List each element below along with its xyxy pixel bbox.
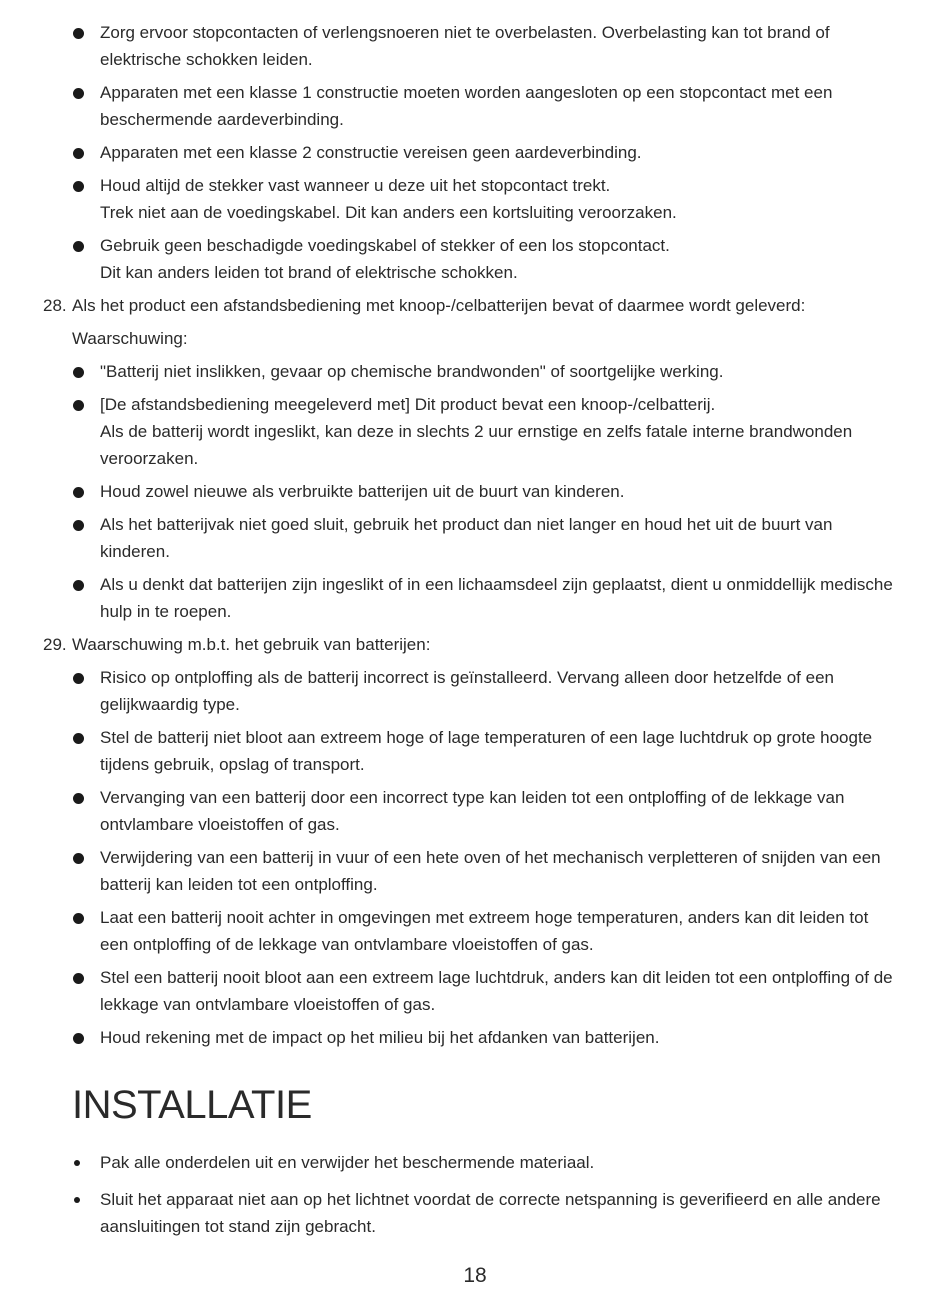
list-item-text: Als u denkt dat batterijen zijn ingeslikt of in een lichaamsdeel zijn geplaatst, dient u onmiddellijk medische hulp in te roepen.: [100, 575, 893, 621]
list-item: [0, 784, 950, 838]
list-item: [0, 139, 950, 166]
list-item: [0, 19, 950, 73]
list-item-text: Houd rekening met de impact op het milieu bij het afdanken van batterijen.: [100, 1028, 660, 1047]
bullet-icon: [73, 88, 84, 99]
bullet-icon: [73, 1033, 84, 1044]
list-item-text: Houd zowel nieuwe als verbruikte batterijen uit de buurt van kinderen.: [100, 482, 625, 501]
list-item-text: "Batterij niet inslikken, gevaar op chemische brandwonden" of soortgelijke werking.: [100, 362, 724, 381]
list-item: [0, 79, 950, 133]
list-item-text: [De afstandsbediening meegeleverd met] Dit product bevat een knoop-/celbatterij.: [100, 395, 716, 414]
bullet-icon: [73, 580, 84, 591]
list-item-text: Laat een batterij nooit achter in omgevingen met extreem hoge temperaturen, anders kan dit leiden tot een ontploffing of de lekkage van ontvlambare vloeistoffen of gas.: [100, 908, 869, 954]
list-item-text: Pak alle onderdelen uit en verwijder het beschermende materiaal.: [100, 1153, 595, 1172]
list-item-text: Stel een batterij nooit bloot aan een extreem lage luchtdruk, anders kan dit leiden tot een ontploffing of de lekkage van ontvlambare vloeistoffen of gas.: [100, 968, 893, 1014]
list-item: [0, 664, 950, 718]
bullet-icon: [73, 973, 84, 984]
list-item: [0, 964, 950, 1018]
list-item: [0, 1024, 950, 1051]
list-item-text: Vervanging van een batterij door een incorrect type kan leiden tot een ontploffing of de lekkage van ontvlambare vloeistoffen of gas.: [100, 788, 845, 834]
list-item-continuation: Als de batterij wordt ingeslikt, kan deze in slechts 2 uur ernstige en zelfs fatale interne brandwonden veroorzaken.: [100, 422, 853, 468]
list-item-text: Stel de batterij niet bloot aan extreem hoge of lage temperaturen of een lage luchtdruk op grote hoogte tijdens gebruik, opslag of transport.: [100, 728, 873, 774]
bullet-icon: [73, 793, 84, 804]
bullet-icon: [73, 181, 84, 192]
list-item: [0, 358, 950, 385]
list-item-continuation: Trek niet aan de voedingskabel. Dit kan anders een kortsluiting veroorzaken.: [100, 203, 677, 222]
list-item-continuation: Dit kan anders leiden tot brand of elektrische schokken.: [100, 263, 518, 282]
list-item-text: Sluit het apparaat niet aan op het lichtnet voordat de correcte netspanning is geverifieerd en alle andere aansluitingen tot stand zijn gebracht.: [100, 1190, 881, 1236]
section-heading: INSTALLATIE: [72, 1083, 312, 1127]
numbered-item-28: [0, 292, 950, 319]
bullet-icon: [73, 853, 84, 864]
list-item-text: Risico op ontploffing als de batterij incorrect is geïnstalleerd. Vervang alleen door hetzelfde of een gelijkwaardig type.: [100, 668, 834, 714]
list-item-text: Zorg ervoor stopcontacten of verlengsnoeren niet te overbelasten. Overbelasting kan tot brand of elektrische schokken leiden.: [100, 23, 830, 69]
bullet-icon: [73, 241, 84, 252]
bullet-icon: [74, 1160, 80, 1166]
bullet-icon: [73, 28, 84, 39]
bullet-icon: [73, 367, 84, 378]
list-item: [0, 172, 950, 199]
bullet-icon: [73, 733, 84, 744]
bullet-icon: [73, 673, 84, 684]
bullet-icon: [73, 487, 84, 498]
list-item: [0, 724, 950, 778]
numbered-item-text: Waarschuwing m.b.t. het gebruik van batterijen:: [72, 635, 431, 654]
page-content: [0, 19, 950, 1250]
item-number: 28.: [43, 296, 67, 315]
bullet-icon: [73, 400, 84, 411]
list-item: [0, 1149, 950, 1176]
bullet-icon: [73, 148, 84, 159]
numbered-item-29: [0, 631, 950, 658]
list-item-text: Houd altijd de stekker vast wanneer u deze uit het stopcontact trekt.: [100, 176, 611, 195]
list-item: [0, 511, 950, 565]
numbered-item-text: Als het product een afstandsbediening met knoop-/celbatterijen bevat of daarmee wordt geleverd:: [72, 296, 806, 315]
list-item: [0, 904, 950, 958]
warning-label: Waarschuwing:: [72, 329, 188, 348]
bullet-icon: [73, 520, 84, 531]
item-number: 29.: [43, 635, 67, 654]
list-item: [0, 478, 950, 505]
list-item: [0, 391, 950, 418]
list-item: [0, 1186, 950, 1240]
list-item: [0, 844, 950, 898]
list-item-text: Apparaten met een klasse 1 constructie moeten worden aangesloten op een stopcontact met een beschermende aardeverbinding.: [100, 83, 833, 129]
list-item: [0, 571, 950, 625]
installation-list: [0, 1149, 950, 1240]
list-item-text: Apparaten met een klasse 2 constructie vereisen geen aardeverbinding.: [100, 143, 642, 162]
bullet-icon: [74, 1197, 80, 1203]
page-number: 18: [463, 1264, 487, 1287]
list-item-text: Als het batterijvak niet goed sluit, gebruik het product dan niet langer en houd het uit de buurt van kinderen.: [100, 515, 833, 561]
list-item-text: Gebruik geen beschadigde voedingskabel of stekker of een los stopcontact.: [100, 236, 670, 255]
bullet-icon: [73, 913, 84, 924]
list-item: [0, 232, 950, 259]
list-item-text: Verwijdering van een batterij in vuur of een hete oven of het mechanisch verpletteren of snijden van een batterij kan leiden tot een ontploffing.: [100, 848, 881, 894]
